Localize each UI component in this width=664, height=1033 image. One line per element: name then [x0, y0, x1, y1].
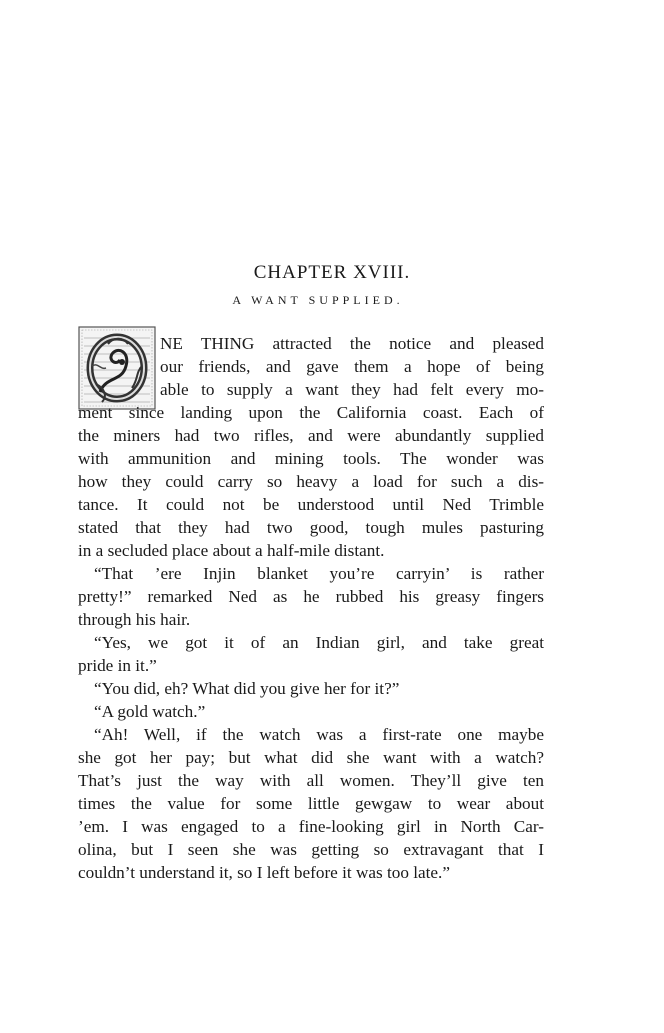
text-line: That’s just the way with all women. They’ll give ten — [78, 771, 544, 790]
text-line: “You did, eh? What did you give her for it?” — [94, 679, 400, 698]
text-line: pretty!” remarked Ned as he rubbed his greasy fingers — [78, 587, 544, 606]
text-line: our friends, and gave them a hope of being — [160, 357, 544, 376]
text-line: tance. It could not be understood until Ned Trimble — [78, 495, 544, 514]
text-line: with ammunition and mining tools. The wonder was — [78, 449, 544, 468]
text-line: in a secluded place about a half-mile distant. — [78, 541, 385, 560]
text-line: she got her pay; but what did she want with a watch? — [78, 748, 544, 767]
text-line: pride in it.” — [78, 656, 157, 675]
text-line: how they could carry so heavy a load for such a dis- — [78, 472, 544, 491]
chapter-title: CHAPTER XVIII. — [253, 262, 411, 283]
text-line: “Ah! Well, if the watch was a first-rate one maybe — [94, 725, 544, 744]
text-line: couldn’t understand it, so I left before it was too late.” — [78, 863, 450, 882]
text-line: stated that they had two good, tough mules pasturing — [78, 518, 544, 537]
text-line: NE THING attracted the notice and pleased — [160, 334, 544, 353]
text-line: “That ’ere Injin blanket you’re carryin’ is rather — [94, 564, 544, 583]
text-line: the miners had two rifles, and were abundantly supplied — [78, 426, 544, 445]
ornamental-initial-o-icon — [78, 326, 156, 410]
text-line: “A gold watch.” — [94, 702, 206, 721]
chapter-subtitle: A WANT SUPPLIED. — [232, 293, 404, 307]
text-line: “Yes, we got it of an Indian girl, and take great — [94, 633, 544, 652]
text-line: ment since landing upon the California coast. Each of — [78, 403, 544, 422]
text-line: through his hair. — [78, 610, 191, 629]
text-line: times the value for some little gewgaw to wear about — [78, 794, 544, 813]
text-line: able to supply a want they had felt every mo- — [160, 380, 544, 399]
text-line: ’em. I was engaged to a fine-looking girl in North Car- — [78, 817, 544, 836]
text-line: olina, but I seen she was getting so extravagant that I — [78, 840, 544, 859]
